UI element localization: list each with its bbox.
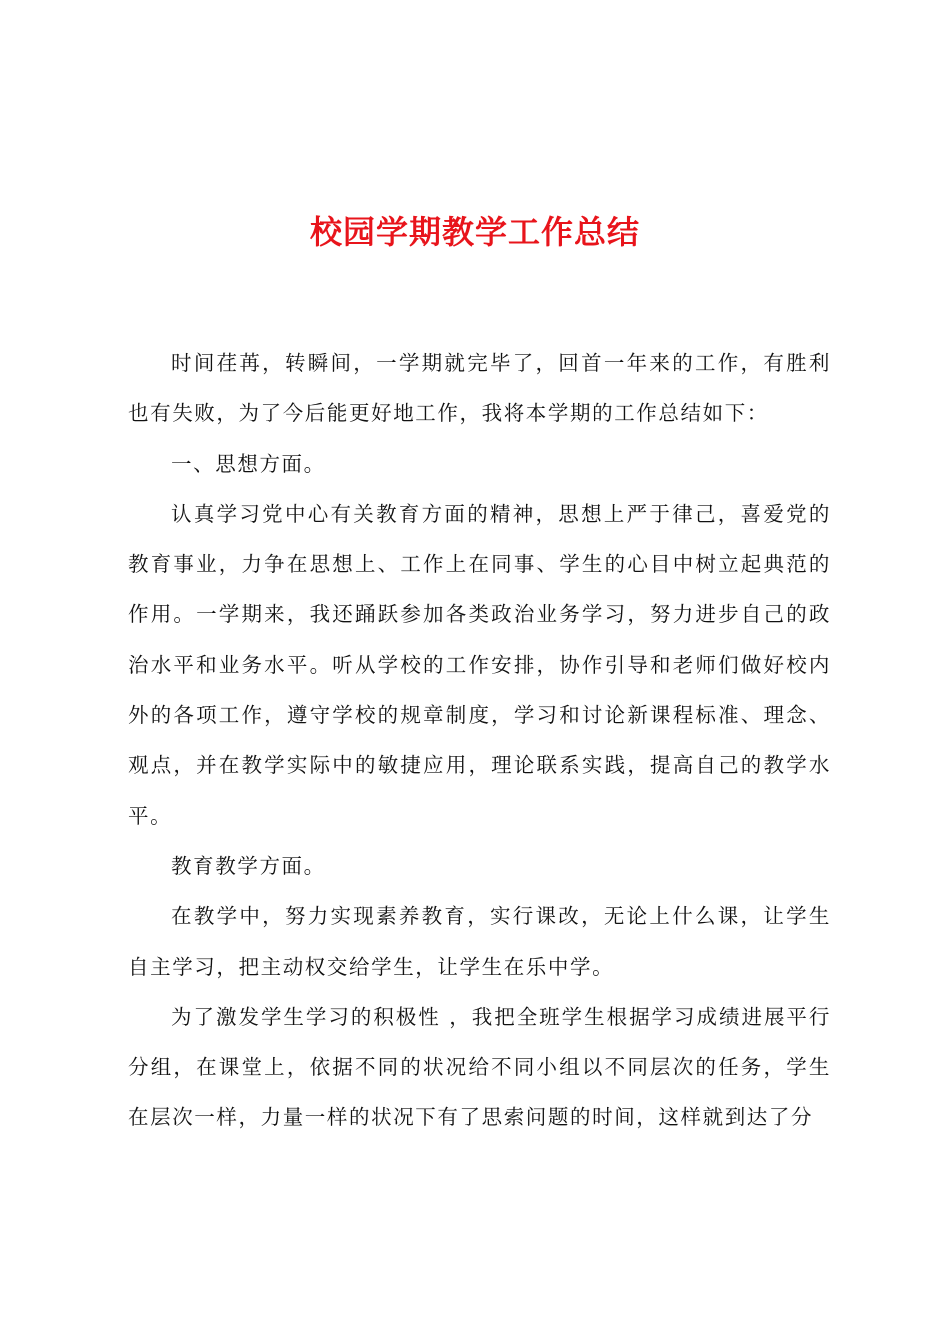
document-body [128,338,831,1143]
paragraph-thought: 认真学习党中心有关教育方面的精神，思想上严于律己，喜爱党的教育事业，力争在思想上、工作上在同事、学生的心目中树立起典范的作用。一学期来，我还踊跃参加各类政治业务学习，努力进步自己的政治水平和业务水平。听从学校的工作安排，协作引导和老师们做好校内外的各项工作，遵守学校的规章制度，学习和讨论新课程标准、理念、观点，并在教学实际中的敏捷应用，理论联系实践，提高自己的教学水平。 [128,501,831,828]
paragraph-teaching: 在教学中，努力实现素养教育，实行课改，无论上什么课，让学生自主学习，把主动权交给学生，让学生在乐中学。 [128,904,831,979]
section-heading-teaching: 教育教学方面。 [171,853,326,878]
document-title: 校园学期教学工作总结 [309,213,640,251]
section-heading-thought: 一、思想方面。 [171,451,326,476]
paragraph-intro: 时间荏苒，转瞬间，一学期就完毕了，回首一年来的工作，有胜利也有失败，为了今后能更好地工作，我将本学期的工作总结如下： [128,351,831,426]
paragraph-grouping: 为了激发学生学习的积极性 ，我把全班学生根据学习成绩进展平行分组，在课堂上，依据不同的状况给不同小组以不同层次的任务，学生在层次一样，力量一样的状况下有了思索问题的时间，这样就到达了分 [128,1004,831,1130]
